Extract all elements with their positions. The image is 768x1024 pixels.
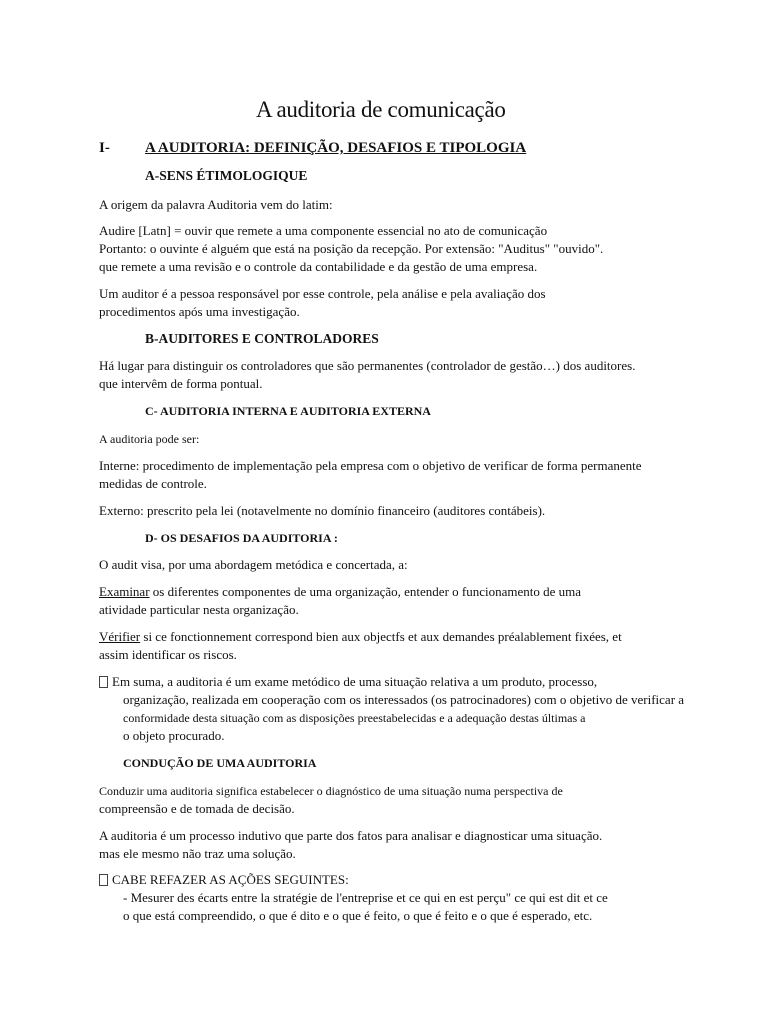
paragraph: [99, 584, 581, 600]
missing-glyph-icon: [99, 676, 108, 688]
paragraph: atividade particular nesta organização.: [99, 602, 299, 617]
underlined-word: Vérifier: [99, 629, 141, 644]
subsection-heading-a: A-SENS ÉTIMOLOGIQUE: [145, 168, 308, 183]
paragraph: assim identificar os riscos.: [99, 647, 237, 662]
paragraph: Portanto: o ouvinte é alguém que está na posição da recepção. Por extensão: "Auditus" "ouvido".: [99, 241, 604, 256]
paragraph: A origem da palavra Auditoria vem do latim:: [99, 197, 333, 212]
bullet-line: o que está compreendido, o que é dito e o que é feito, o que é feito e o que é esperado, etc.: [123, 908, 593, 923]
paragraph: O audit visa, por uma abordagem metódica e concertada, a:: [99, 557, 408, 572]
summary-line: conformidade desta situação com as disposições preestabelecidas e a adequação destas últimas a: [123, 711, 586, 725]
conduct-heading: CONDUÇÃO DE UMA AUDITORIA: [123, 756, 317, 770]
subsection-heading-d: D- OS DESAFIOS DA AUDITORIA :: [145, 531, 338, 545]
summary-text: Em suma, a auditoria é um exame metódico de uma situação relativa a um produto, processo,: [112, 674, 598, 689]
paragraph: A auditoria pode ser:: [99, 432, 200, 446]
actions-line: [99, 872, 349, 888]
summary-line: organização, realizada em cooperação com os interessados (os patrocinadores) com o objetivo de verificar a: [123, 692, 685, 707]
subsection-heading-b: B-AUDITORES E CONTROLADORES: [145, 331, 379, 346]
page-title: A auditoria de comunicação: [256, 97, 506, 122]
section-number: I-: [99, 140, 110, 156]
section-heading: A AUDITORIA: DEFINIÇÃO, DESAFIOS E TIPOLOGIA: [145, 140, 527, 156]
summary-line: [99, 674, 597, 690]
paragraph-text: si ce fonctionnement correspond bien aux objectfs et aux demandes préalablement fixées, et: [140, 629, 622, 644]
paragraph: Interne: procedimento de implementação pela empresa com o objetivo de verificar de forma permanente: [99, 458, 642, 473]
paragraph: compreensão e de tomada de decisão.: [99, 801, 295, 816]
paragraph: Conduzir uma auditoria significa estabelecer o diagnóstico de uma situação numa perspectiva de: [99, 784, 563, 798]
paragraph: A auditoria é um processo indutivo que parte dos fatos para analisar e diagnosticar uma situação.: [99, 828, 603, 843]
paragraph: Um auditor é a pessoa responsável por esse controle, pela análise e pela avaliação dos: [99, 286, 546, 301]
underlined-word: Examinar: [99, 584, 150, 599]
summary-line: o objeto procurado.: [123, 728, 225, 743]
paragraph: medidas de controle.: [99, 476, 207, 491]
paragraph: procedimentos após uma investigação.: [99, 304, 300, 319]
missing-glyph-icon: [99, 874, 108, 886]
paragraph: que intervêm de forma pontual.: [99, 376, 263, 391]
paragraph: [99, 629, 622, 645]
subsection-heading-c: C- AUDITORIA INTERNA E AUDITORIA EXTERNA: [145, 404, 431, 418]
bullet-line: - Mesurer des écarts entre la stratégie de l'entreprise et ce qui en est perçu" ce qui est dit et ce: [123, 890, 608, 905]
paragraph: que remete a uma revisão e o controle da contabilidade e da gestão de uma empresa.: [99, 259, 538, 274]
paragraph: Externo: prescrito pela lei (notavelmente no domínio financeiro (auditores contábeis).: [99, 503, 546, 518]
paragraph-text: os diferentes componentes de uma organização, entender o funcionamento de uma: [149, 584, 582, 599]
paragraph: mas ele mesmo não traz uma solução.: [99, 846, 296, 861]
actions-text: CABE REFAZER AS AÇÕES SEGUINTES:: [112, 872, 349, 887]
paragraph: Audire [Latn] = ouvir que remete a uma componente essencial no ato de comunicação: [99, 223, 548, 238]
paragraph: Há lugar para distinguir os controladores que são permanentes (controlador de gestão…) dos auditores.: [99, 358, 636, 373]
